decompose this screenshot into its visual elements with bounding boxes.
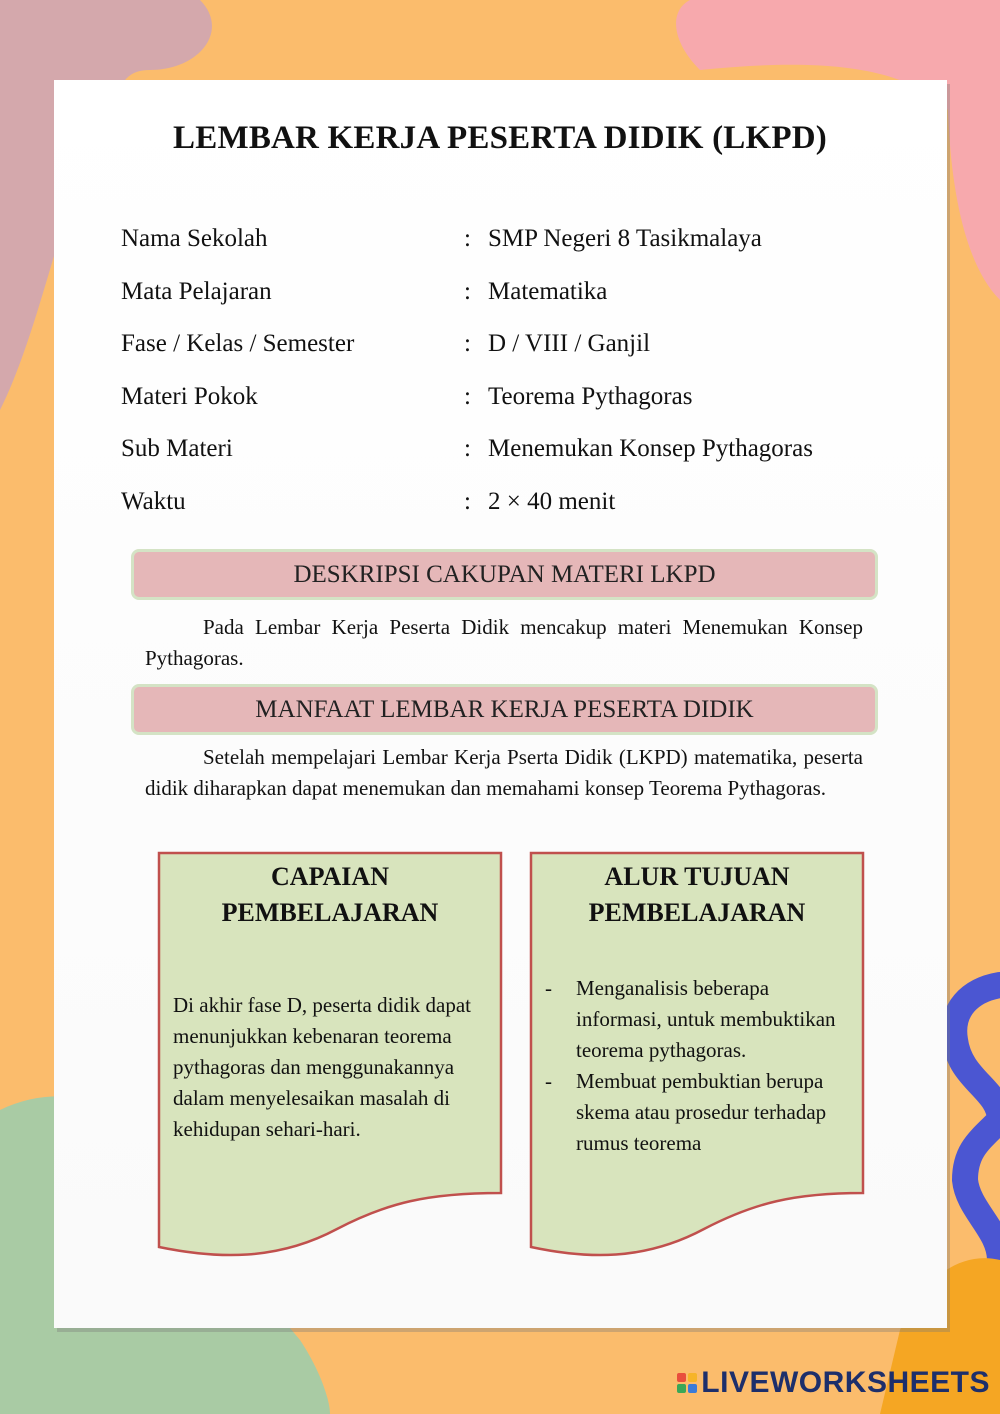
liveworksheets-logo <box>677 1366 990 1400</box>
liveworksheets-mark-icon <box>677 1373 697 1393</box>
info-value: Menemukan Konsep Pythagoras <box>488 435 813 462</box>
info-value: Teorema Pythagoras <box>488 383 693 410</box>
manfaat-text <box>145 742 863 804</box>
info-label: Nama Sekolah <box>121 225 268 252</box>
capaian-box <box>157 851 503 1261</box>
alur-box <box>529 851 865 1261</box>
manfaat-heading: MANFAAT LEMBAR KERJA PESERTA DIDIK <box>131 684 878 735</box>
capaian-title-line1: CAPAIAN <box>271 862 389 891</box>
info-colon: : <box>464 225 471 252</box>
info-value: 2 × 40 menit <box>488 488 616 515</box>
info-colon: : <box>464 488 471 515</box>
info-value: D / VIII / Ganjil <box>488 330 651 357</box>
deskripsi-heading: DESKRIPSI CAKUPAN MATERI LKPD <box>131 549 878 600</box>
alur-title <box>529 859 865 931</box>
info-label: Fase / Kelas / Semester <box>121 330 355 357</box>
capaian-title-line2: PEMBELAJARAN <box>221 898 439 927</box>
blue-swirl-right <box>954 985 1000 1260</box>
info-colon: : <box>464 435 471 462</box>
deskripsi-text <box>145 612 863 674</box>
bullet-dash: - <box>545 1069 552 1093</box>
capaian-text: Di akhir fase D, peserta didik dapat menunjukkan kebenaran teorema pythagoras dan menggunakannya dalam menyelesaikan masalah di kehidupan sehari-hari. <box>173 993 471 1141</box>
info-label: Materi Pokok <box>121 383 258 410</box>
list-item <box>545 1066 845 1159</box>
info-value: SMP Negeri 8 Tasikmalaya <box>488 225 762 252</box>
alur-list <box>545 973 845 1159</box>
info-value: Matematika <box>488 278 608 305</box>
info-label: Waktu <box>121 488 186 515</box>
info-label: Mata Pelajaran <box>121 278 272 305</box>
info-colon: : <box>464 278 471 305</box>
info-label: Sub Materi <box>121 435 233 462</box>
list-item <box>545 973 845 1066</box>
info-colon: : <box>464 383 471 410</box>
list-item-text: Membuat pembuktian berupa skema atau prosedur terhadap rumus teorema <box>576 1069 827 1155</box>
page-title: LEMBAR KERJA PESERTA DIDIK (LKPD) <box>173 120 827 156</box>
deskripsi-text-content: Pada Lembar Kerja Peserta Didik mencakup materi Menemukan Konsep Pythagoras. <box>145 615 863 670</box>
alur-title-line1: ALUR TUJUAN <box>604 862 790 891</box>
liveworksheets-text: LIVEWORKSHEETS <box>701 1366 990 1399</box>
alur-title-line2: PEMBELAJARAN <box>588 898 806 927</box>
info-colon: : <box>464 330 471 357</box>
capaian-title <box>157 859 503 931</box>
list-item-text: Menganalisis beberapa informasi, untuk membuktikan teorema pythagoras. <box>576 976 836 1062</box>
bullet-dash: - <box>545 976 552 1000</box>
manfaat-text-content: Setelah mempelajari Lembar Kerja Pserta Didik (LKPD) matematika, peserta didik diharapkan dapat menemukan dan memahami konsep Teorema Pythagoras. <box>145 745 863 800</box>
